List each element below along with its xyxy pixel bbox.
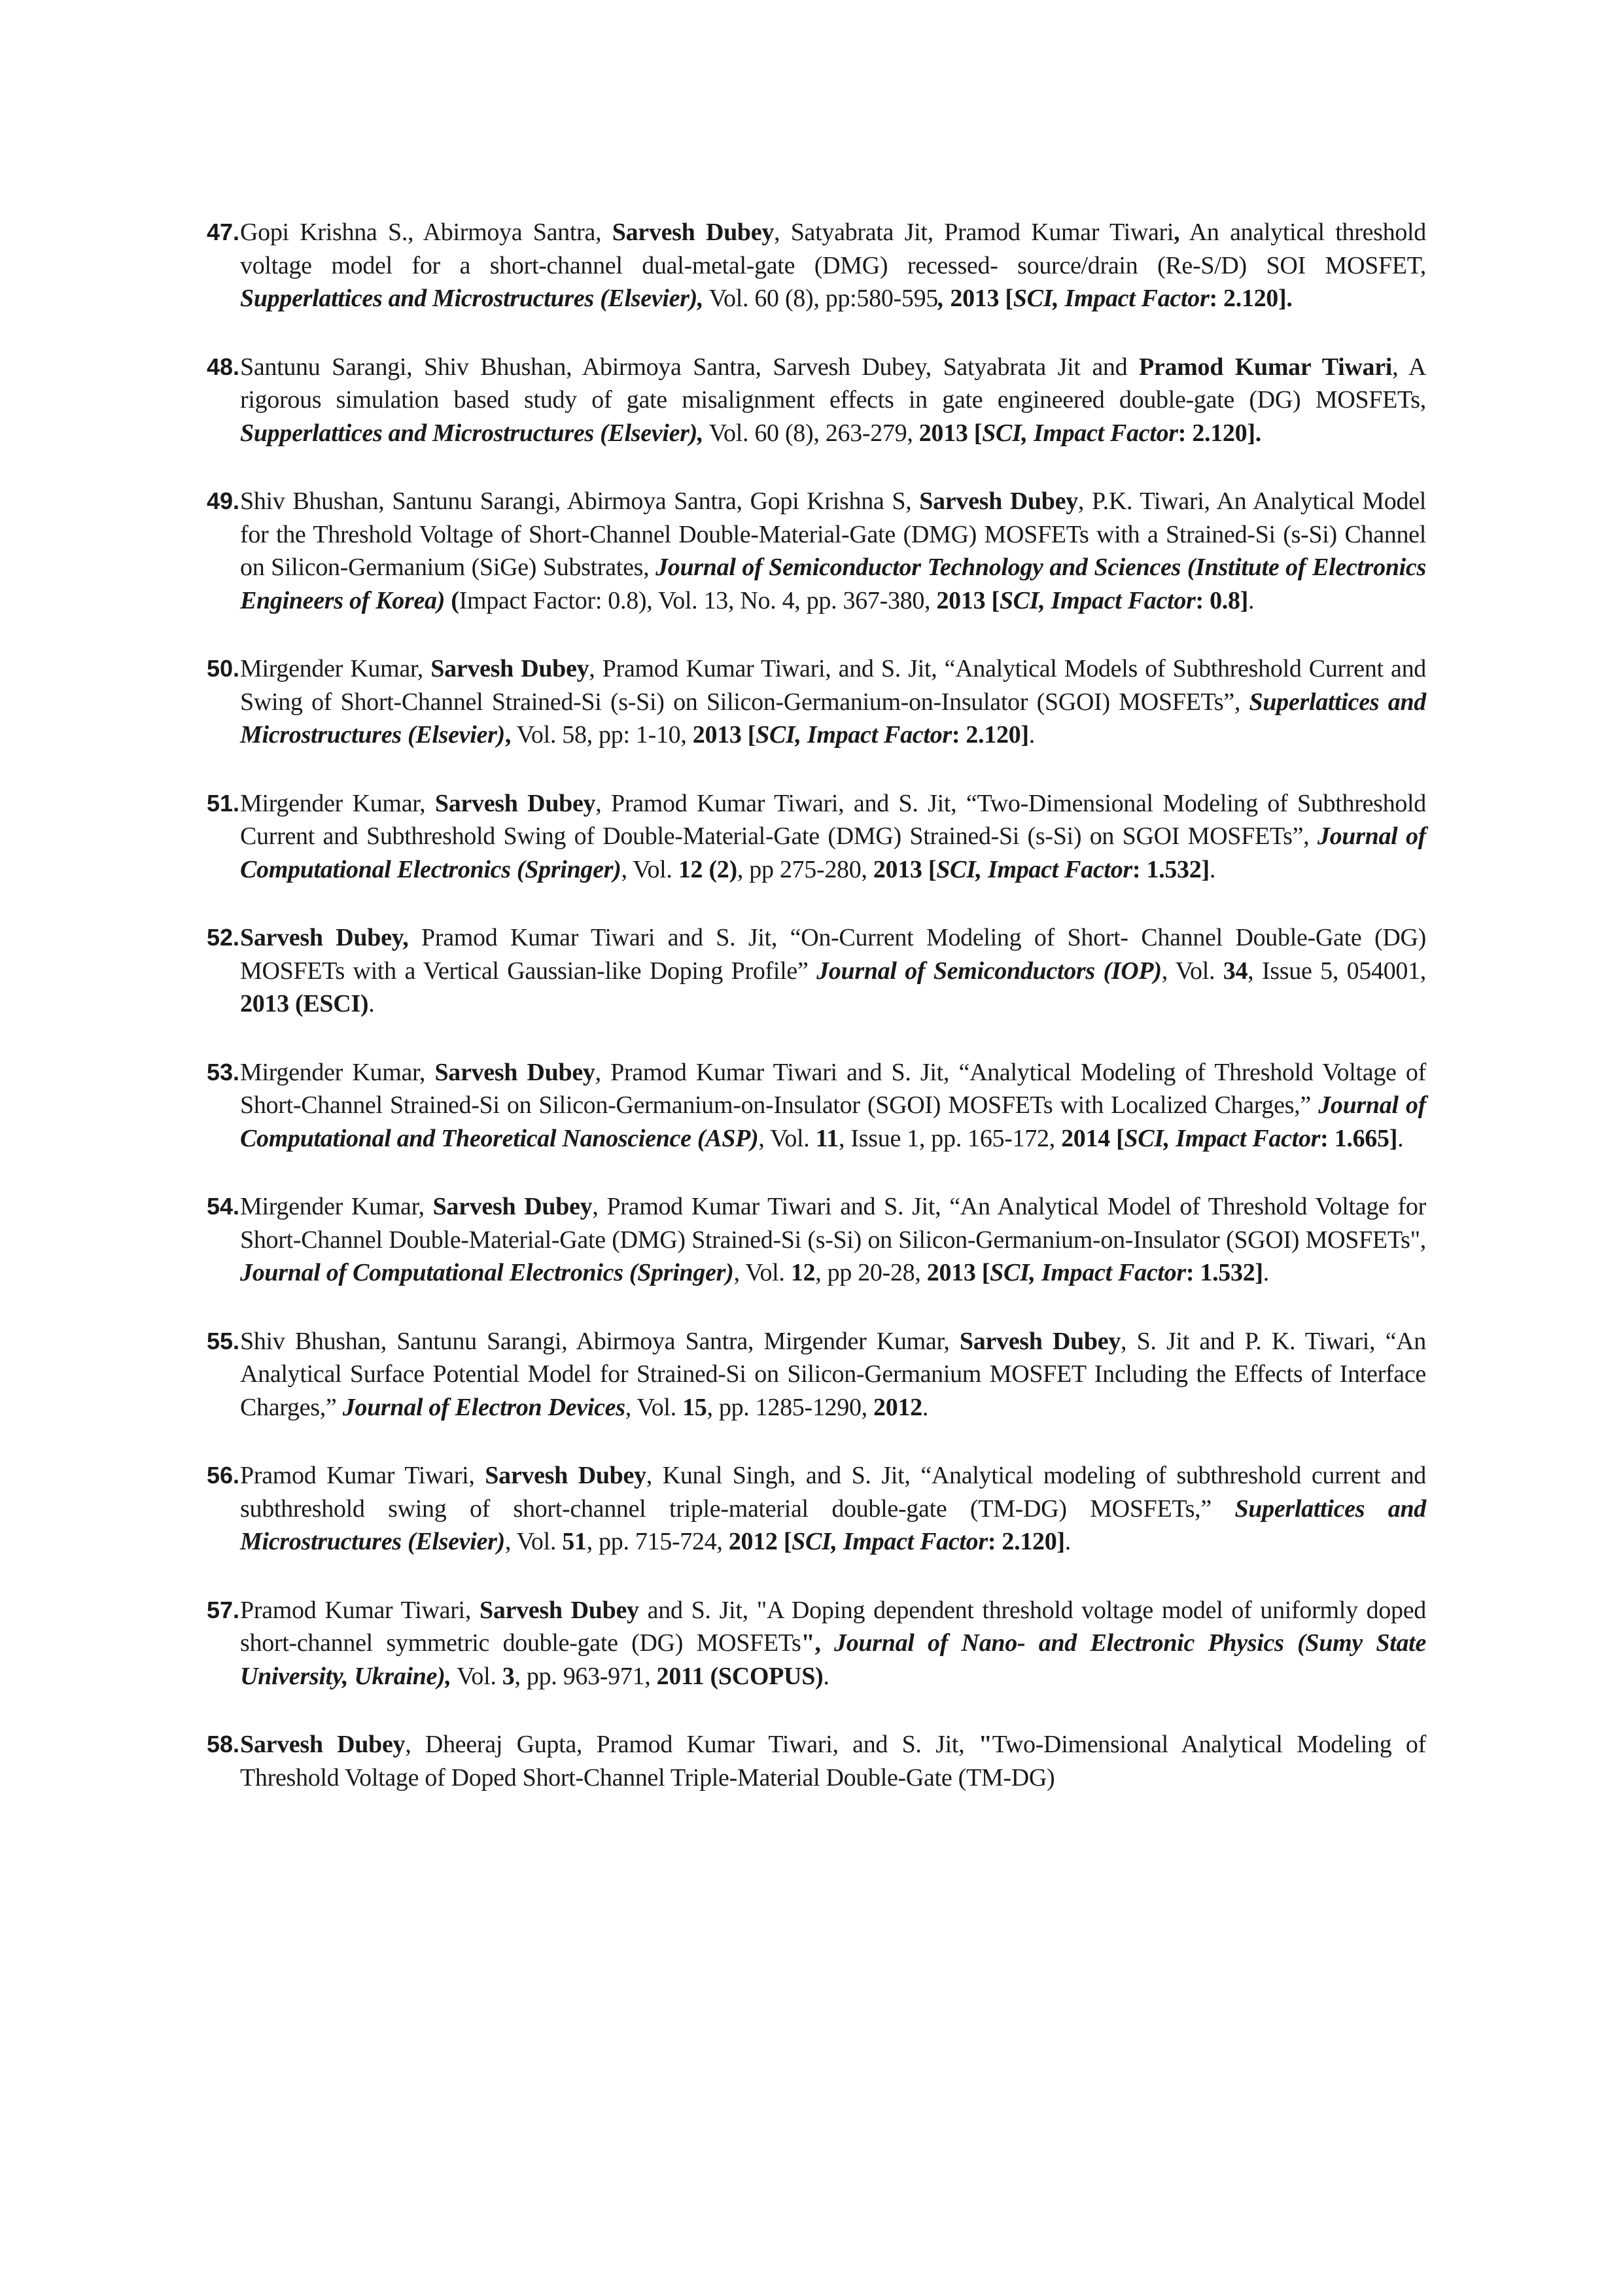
citation-text: Vol. 58, pp: 1-10, xyxy=(511,721,693,749)
citation-text: , Issue 1, pp. 165-172, xyxy=(839,1124,1062,1152)
journal-name: Supperlattices and Microstructures (Elsevier), xyxy=(240,419,704,447)
citation-text: , Pramod Kumar Tiwari, and S. Jit, “Two-Dimensional Modeling of Subthreshold Current and Subthreshold Swing of Double-Material-Gate (DMG) Strained-Si (s-Si) on SGOI MOSFETs”, xyxy=(240,789,1426,850)
citation-text: Pramod Kumar Tiwari, xyxy=(240,1462,485,1489)
emphasis-text: , xyxy=(504,721,512,749)
emphasis-text: 2012 xyxy=(873,1393,922,1421)
publication-entry xyxy=(0,1325,1623,1424)
citation-text: . xyxy=(368,990,375,1017)
citation-text: . xyxy=(1028,721,1035,749)
citation-text: , Vol. xyxy=(758,1124,816,1152)
citation-text: Vol. xyxy=(451,1662,502,1690)
emphasis-text: 12 xyxy=(790,1259,816,1286)
journal-name: , xyxy=(937,285,945,312)
publication-citation xyxy=(240,351,1426,450)
citation-text: , Vol. xyxy=(504,1528,563,1555)
emphasis-text: 2012 [ xyxy=(728,1528,792,1555)
publication-entry xyxy=(0,1728,1623,1794)
emphasis-text: 2014 [ xyxy=(1061,1124,1125,1152)
publication-number: 58. xyxy=(206,1731,239,1757)
emphasis-text: : 1.665] xyxy=(1320,1124,1398,1152)
journal-name: SCI, Impact Factor xyxy=(756,721,952,749)
citation-text: , Vol. xyxy=(625,1393,683,1421)
emphasis-text: Sarvesh Dubey xyxy=(959,1327,1121,1355)
publication-list xyxy=(0,216,1623,1829)
journal-name: SCI, Impact Factor xyxy=(999,586,1196,614)
publication-number: 52. xyxy=(206,924,239,951)
citation-text xyxy=(821,1629,834,1657)
citation-text: . xyxy=(922,1393,929,1421)
citation-text: , pp. 963-971, xyxy=(514,1662,657,1690)
citation-text: . xyxy=(823,1662,829,1690)
publication-citation xyxy=(240,1325,1426,1424)
citation-text: Mirgender Kumar, xyxy=(240,789,435,817)
citation-text: Mirgender Kumar, xyxy=(240,655,431,682)
citation-text: An analytical threshold voltage model for a short-channel dual-metal-gate (DMG) recessed- source/drain (Re-S/D) SOI MOSFET, xyxy=(240,219,1426,279)
emphasis-text: : 2.120] xyxy=(987,1528,1065,1555)
journal-name: Superlattices and Microstructures (Elsevier) xyxy=(240,688,1426,749)
citation-text: , pp. 1285-1290, xyxy=(707,1393,874,1421)
journal-name: SCI, Impact Factor xyxy=(936,855,1132,883)
publication-entry xyxy=(0,921,1623,1021)
publication-entry xyxy=(0,1459,1623,1559)
citation-text: , Vol. xyxy=(621,855,678,883)
emphasis-text: 2013 [ xyxy=(926,1259,990,1286)
publication-citation xyxy=(240,787,1426,887)
emphasis-text: 11 xyxy=(815,1124,839,1152)
journal-name: Journal of Electron Devices xyxy=(342,1393,625,1421)
publication-number: 50. xyxy=(206,655,239,682)
emphasis-text: : 1.532] xyxy=(1132,855,1210,883)
citation-text: Vol. 60 (8), pp:580-595 xyxy=(703,285,938,312)
emphasis-text: Sarvesh Dubey xyxy=(612,219,775,246)
citation-text: , Dheeraj Gupta, Pramod Kumar Tiwari, and S. Jit, xyxy=(405,1731,979,1758)
citation-text: , Kunal Singh, and S. Jit, “Analytical modeling of subthreshold current and subthreshold swing of short-channel triple-material double-gate (TM-DG) MOSFETs,” xyxy=(240,1462,1427,1523)
emphasis-text: ( xyxy=(445,586,459,614)
publication-number: 51. xyxy=(206,789,239,817)
publication-citation xyxy=(240,652,1426,752)
emphasis-text: : 2.120]. xyxy=(1178,419,1261,447)
publication-entry xyxy=(0,1056,1623,1156)
journal-name: SCI, Impact Factor xyxy=(990,1259,1186,1286)
publication-citation xyxy=(240,1594,1426,1693)
emphasis-text: Sarvesh Dubey, xyxy=(240,924,409,951)
journal-name: SCI, Impact Factor xyxy=(792,1528,988,1555)
journal-name: SCI, Impact Factor xyxy=(1013,285,1210,312)
publication-entry xyxy=(0,1594,1623,1693)
citation-text: . xyxy=(1248,586,1255,614)
emphasis-text: 12 (2) xyxy=(678,855,737,883)
emphasis-text: 2013 [ xyxy=(873,855,937,883)
publication-citation xyxy=(240,1056,1426,1156)
emphasis-text: 2013 [ xyxy=(692,721,756,749)
publication-entry xyxy=(0,485,1623,617)
citation-text: Santunu Sarangi, Shiv Bhushan, Abirmoya Santra, Sarvesh Dubey, Satyabrata Jit and xyxy=(240,353,1139,381)
citation-text: , Issue 5, 054001, xyxy=(1248,957,1426,985)
journal-name: Journal of Semiconductor Technology and Sciences (Institute of Electronics Engineers of Korea) xyxy=(240,554,1426,614)
citation-text: , P.K. Tiwari, An Analytical Model for the Threshold Voltage of Short-Channel Double-Material-Gate (DMG) MOSFETs with a Strained-Si (s-Si) Channel on Silicon-Germanium (SiGe) Substrates, xyxy=(240,487,1426,581)
citation-text: and S. Jit, "A Doping dependent threshold voltage model of uniformly doped short-channel symmetric double-gate (DG) MOSFETs xyxy=(240,1596,1426,1657)
emphasis-text: , xyxy=(1174,219,1180,246)
publication-citation xyxy=(240,1728,1426,1794)
citation-text: Shiv Bhushan, Santunu Sarangi, Abirmoya Santra, Gopi Krishna S, xyxy=(240,487,920,515)
emphasis-text: Sarvesh Dubey xyxy=(434,789,596,817)
emphasis-text: Sarvesh Dubey xyxy=(479,1596,639,1624)
citation-text: , Vol. xyxy=(1161,957,1223,985)
emphasis-text: ", xyxy=(801,1629,821,1657)
emphasis-text: Pramod Kumar Tiwari xyxy=(1138,353,1393,381)
publication-number: 47. xyxy=(206,219,239,245)
citation-text: . xyxy=(1263,1259,1269,1286)
emphasis-text: : 2.120] xyxy=(951,721,1029,749)
publication-citation xyxy=(240,1190,1426,1290)
journal-name: Supperlattices and Microstructures (Elsevier), xyxy=(240,285,704,312)
publication-number: 49. xyxy=(206,487,239,514)
publication-number: 54. xyxy=(206,1193,239,1220)
citation-text: , S. Jit and P. K. Tiwari, “An Analytical Surface Potential Model for Strained-Si on Silicon-Germanium MOSFET Including the Effects of Interface Charges,” xyxy=(240,1327,1427,1421)
emphasis-text: 2013 [ xyxy=(936,586,1000,614)
publication-number: 53. xyxy=(206,1058,239,1086)
publication-number: 56. xyxy=(206,1462,239,1489)
emphasis-text: Sarvesh Dubey xyxy=(485,1462,646,1489)
citation-text: Impact Factor: 0.8), Vol. 13, No. 4, pp. 367-380, xyxy=(459,586,937,614)
citation-text: , Pramod Kumar Tiwari and S. Jit, “Analytical Modeling of Threshold Voltage of Short-Channel Strained-Si on Silicon-Germanium-on-Insulator (SGOI) MOSFETs with Localized Charges,” xyxy=(240,1058,1426,1119)
emphasis-text: 15 xyxy=(682,1393,707,1421)
publication-entry xyxy=(0,351,1623,450)
emphasis-text: 2013 [ xyxy=(944,285,1013,312)
citation-text: , pp 20-28, xyxy=(815,1259,927,1286)
publication-entry xyxy=(0,1190,1623,1290)
citation-text: . xyxy=(1064,1528,1071,1555)
citation-text: , Satyabrata Jit, Pramod Kumar Tiwari xyxy=(774,219,1174,246)
emphasis-text: 2013 (ESCI) xyxy=(240,990,369,1017)
publication-citation xyxy=(240,921,1426,1021)
publication-number: 48. xyxy=(206,353,239,380)
journal-name: SCI, Impact Factor xyxy=(982,419,1178,447)
citation-text: , pp 275-280, xyxy=(737,855,873,883)
publication-entry xyxy=(0,652,1623,752)
citation-text: Vol. 60 (8), 263-279, xyxy=(703,419,919,447)
citation-text: Pramod Kumar Tiwari, xyxy=(240,1596,480,1624)
citation-text: . xyxy=(1397,1124,1404,1152)
emphasis-text: Sarvesh Dubey xyxy=(430,655,589,682)
publication-citation xyxy=(240,485,1426,617)
emphasis-text: 2011 (SCOPUS) xyxy=(656,1662,824,1690)
emphasis-text: 51 xyxy=(562,1528,587,1555)
citation-text: Mirgender Kumar, xyxy=(240,1193,433,1220)
journal-name: Journal of Nano- and Electronic Physics (Sumy State University, Ukraine), xyxy=(240,1629,1427,1690)
publication-number: 57. xyxy=(206,1596,239,1623)
emphasis-text: : 2.120]. xyxy=(1209,285,1293,312)
emphasis-text: : 1.532] xyxy=(1185,1259,1263,1286)
journal-name: Journal of Computational Electronics (Springer) xyxy=(240,822,1426,883)
citation-text: Shiv Bhushan, Santunu Sarangi, Abirmoya Santra, Mirgender Kumar, xyxy=(240,1327,960,1355)
publication-entry xyxy=(0,787,1623,887)
citation-text: Two-Dimensional Analytical Modeling of Threshold Voltage of Doped Short-Channel Triple-Material Double-Gate (TM-DG) xyxy=(240,1731,1426,1792)
citation-text: Gopi Krishna S., Abirmoya Santra, xyxy=(240,219,612,246)
publication-entry xyxy=(0,216,1623,315)
emphasis-text: 3 xyxy=(502,1662,515,1690)
emphasis-text: 34 xyxy=(1223,957,1248,985)
journal-name: Journal of Computational and Theoretical Nanoscience (ASP) xyxy=(240,1091,1426,1152)
citation-text: , Pramod Kumar Tiwari, and S. Jit, “Analytical Models of Subthreshold Current and Swing of Short-Channel Strained-Si (s-Si) on Silicon-Germanium-on-Insulator (SGOI) MOSFETs”, xyxy=(240,655,1427,716)
emphasis-text: Sarvesh Dubey xyxy=(434,1058,595,1086)
citation-text: Mirgender Kumar, xyxy=(240,1058,435,1086)
publication-citation xyxy=(240,216,1426,315)
citation-text: , Vol. xyxy=(733,1259,791,1286)
citation-text: , Pramod Kumar Tiwari and S. Jit, “An Analytical Model of Threshold Voltage for Short-Channel Double-Material-Gate (DMG) Strained-Si (s-Si) on Silicon-Germanium-on-Insulator (SGOI) MOSFETs", xyxy=(240,1193,1426,1254)
citation-text: Pramod Kumar Tiwari and S. Jit, “On-Current Modeling of Short- Channel Double-Gate (DG) MOSFETs with a Vertical Gaussian-like Doping Profile” xyxy=(240,924,1426,985)
journal-name: Journal of Semiconductors (IOP) xyxy=(816,957,1162,985)
citation-text: , pp. 715-724, xyxy=(586,1528,729,1555)
emphasis-text: Sarvesh Dubey xyxy=(432,1193,593,1220)
emphasis-text: : 0.8] xyxy=(1195,586,1249,614)
emphasis-text: " xyxy=(978,1731,992,1758)
emphasis-text: 2013 [ xyxy=(918,419,983,447)
publication-citation xyxy=(240,1459,1426,1559)
journal-name: Superlattices and Microstructures (Elsevier) xyxy=(240,1494,1426,1555)
journal-name: SCI, Impact Factor xyxy=(1124,1124,1321,1152)
journal-name: Journal of Computational Electronics (Springer) xyxy=(240,1259,734,1286)
emphasis-text: Sarvesh Dubey xyxy=(240,1731,406,1758)
publication-number: 55. xyxy=(206,1327,239,1354)
citation-text: . xyxy=(1209,855,1216,883)
citation-text: , A rigorous simulation based study of gate misalignment effects in gate engineered double-gate (DG) MOSFETs, xyxy=(240,353,1426,414)
emphasis-text: Sarvesh Dubey xyxy=(919,487,1078,515)
